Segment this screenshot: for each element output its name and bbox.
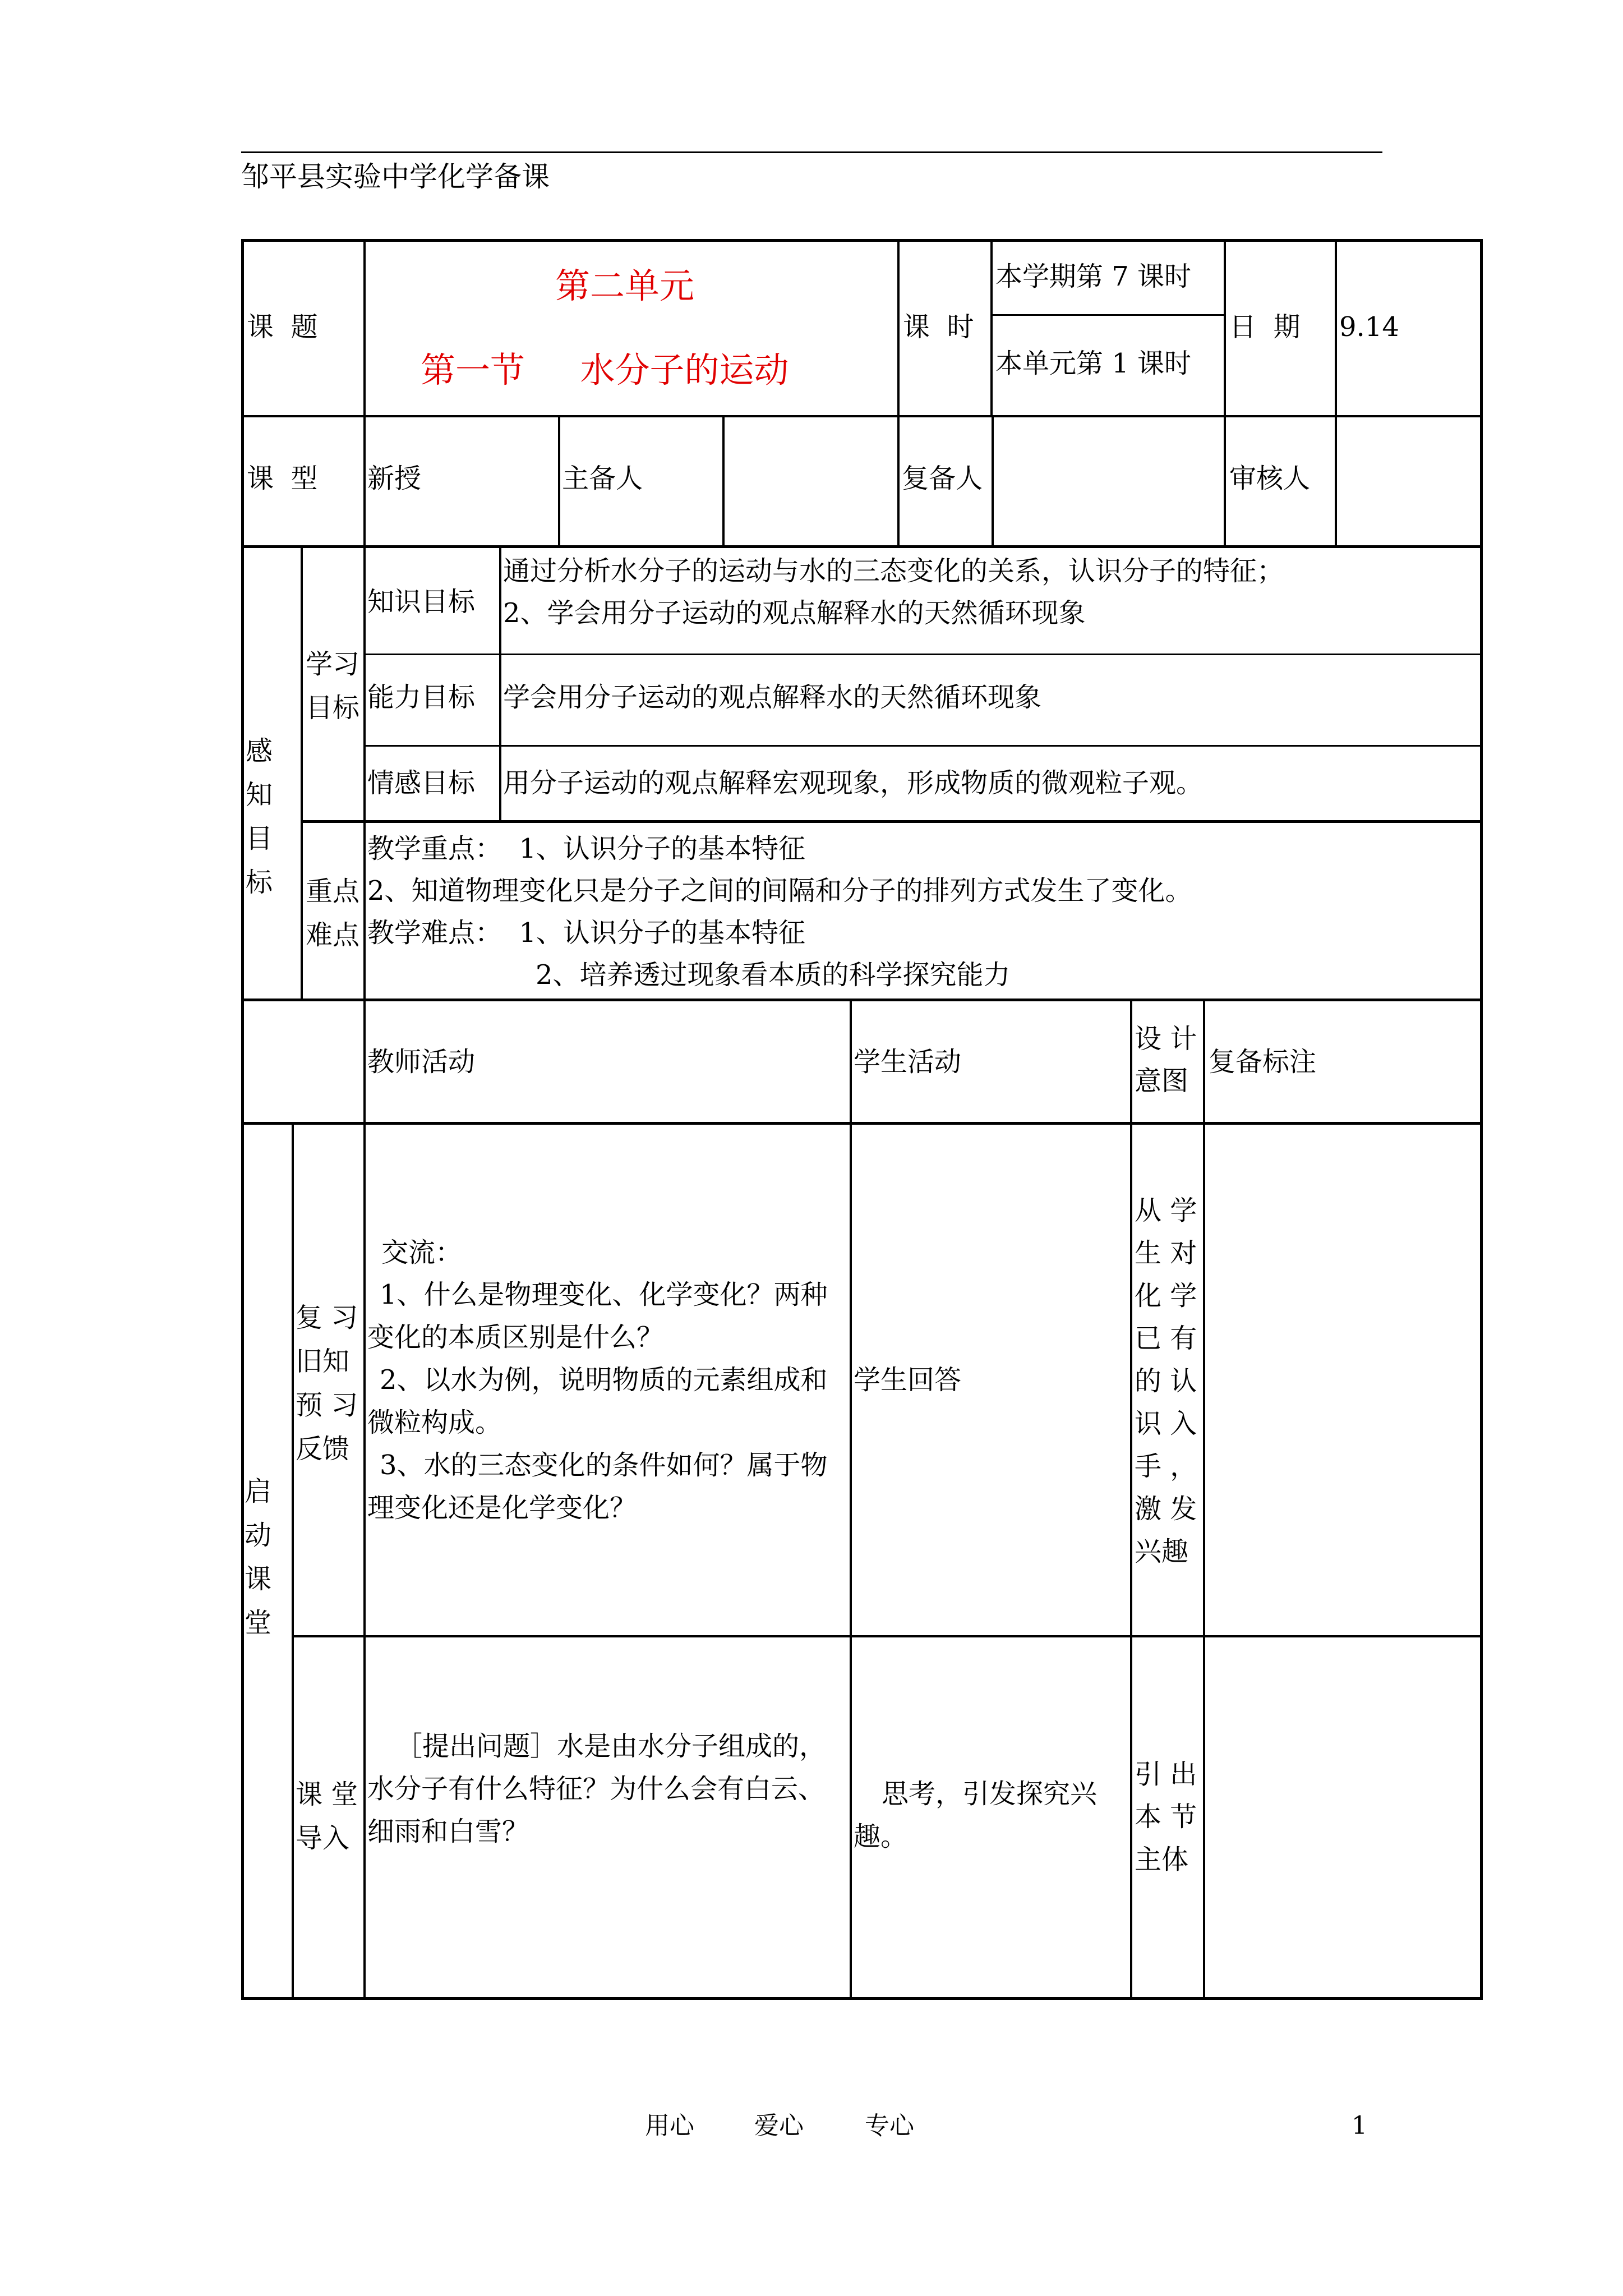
col-divider [1130,999,1132,2000]
col-divider [363,239,366,545]
review-teacher-line-4: 3、水的三态变化的条件如何？属于物理变化还是化学变化？ [367,1450,828,1524]
review-design: 从 学 生 对 化 学 已 有 的 认 识 入 手 ， 激 发 兴趣 [1135,1195,1197,1567]
section-title: 第一节 水分子的运动 [421,349,789,390]
key-line-4: 2、培养透过现象看本质的科学探究能力 [536,959,1011,991]
row-divider [363,745,1483,747]
ability-text: 学会用分子运动的观点解释水的天然循环现象 [503,682,1042,713]
review-student: 学生回答 [854,1364,962,1396]
col-divider [558,415,560,545]
review-teacher-line-1: 交流： [381,1237,463,1268]
label-type: 课 型 [247,463,318,494]
col-divider [850,999,852,2000]
row-divider [992,314,1225,316]
col-divider [897,239,900,545]
label-period: 课 时 [903,311,974,343]
footer-motto-1: 用心 [645,2111,694,2140]
col-divider [499,545,501,820]
key-line-2: 2、知道物理变化只是分子之间的间隔和分子的排列方式发生了变化。 [367,875,1192,907]
col-header-teacher: 教师活动 [367,1046,476,1078]
key-line-3: 教学难点： 1、认识分子的基本特征 [367,917,806,949]
col-divider [722,415,725,545]
table-border-bottom [241,1997,1483,2000]
header-rule [241,151,1382,153]
emotion-label: 情感目标 [367,767,476,799]
row-divider [363,654,1483,655]
period-unit: 本单元第 1 课时 [995,348,1192,379]
table-border-left [241,239,244,2000]
col-header-student: 学生活动 [854,1046,962,1078]
col-divider [363,999,366,2000]
col-divider [1335,239,1337,545]
intro-teacher: ［提出问题］水是由水分子组成的，水分子有什么特征？为什么会有白云、细雨和白雪？ [367,1731,827,1847]
col-divider [992,415,994,545]
row-divider [241,415,1483,417]
label-date: 日 期 [1229,311,1301,343]
objectives-group-label: 感知目标 [246,735,273,898]
row-divider [241,545,1483,548]
emotion-text: 用分子运动的观点解释宏观现象，形成物质的微观粒子观。 [503,767,1204,799]
page-number: 1 [1352,2111,1367,2140]
col-divider [363,545,366,820]
review-teacher-line-2: 1、什么是物理变化、化学变化？两种变化的本质区别是什么？ [367,1279,828,1353]
col-divider [363,820,366,1000]
unit-title: 第二单元 [555,265,695,306]
label-topic: 课 题 [247,311,318,343]
review-label: 复 习 旧知 预 习 反馈 [296,1302,358,1465]
date-value: 9.14 [1339,311,1399,343]
label-co-preparer: 复备人 [902,463,983,494]
key-line-1: 教学重点： 1、认识分子的基本特征 [367,833,806,864]
header-school: 邹平县实验中学化学备课 [241,160,550,193]
col-header-notes: 复备标注 [1209,1046,1317,1078]
review-teacher-line-3: 2、以水为例，说明物质的元素组成和微粒构成。 [367,1364,828,1438]
intro-student: 思考，引发探究兴趣。 [854,1778,1098,1852]
key-points-label: 重点难点 [306,876,360,951]
col-divider [1203,999,1205,2000]
lesson-type: 新授 [367,463,422,494]
label-main-preparer: 主备人 [562,463,643,494]
table-border-right [1480,239,1483,2000]
col-divider [990,239,993,415]
knowledge-line-2: 2、学会用分子运动的观点解释水的天然循环现象 [503,597,1086,629]
col-divider [1224,239,1226,545]
footer-motto-2: 爱心 [754,2111,804,2140]
row-divider [241,1122,1483,1125]
footer-motto-3: 专心 [865,2111,914,2140]
table-border-top [241,239,1483,242]
col-divider [301,545,303,1000]
col-header-design: 设 计 意图 [1135,1023,1197,1097]
knowledge-label: 知识目标 [367,586,476,618]
row-divider [292,1635,1483,1637]
row-divider [301,820,1483,823]
knowledge-line-1: 通过分析水分子的运动与水的三态变化的关系，认识分子的特征； [503,555,1284,587]
learning-label: 学习目标 [306,648,360,724]
label-reviewer: 审核人 [1229,463,1311,494]
period-term: 本学期第 7 课时 [995,261,1192,292]
stage-label: 启动课堂 [245,1476,272,1639]
intro-design: 引 出 本 节 主体 [1135,1759,1197,1875]
row-divider [241,999,1483,1001]
ability-label: 能力目标 [367,682,476,713]
intro-label: 课 堂 导入 [296,1779,358,1854]
col-divider [292,1122,294,2000]
